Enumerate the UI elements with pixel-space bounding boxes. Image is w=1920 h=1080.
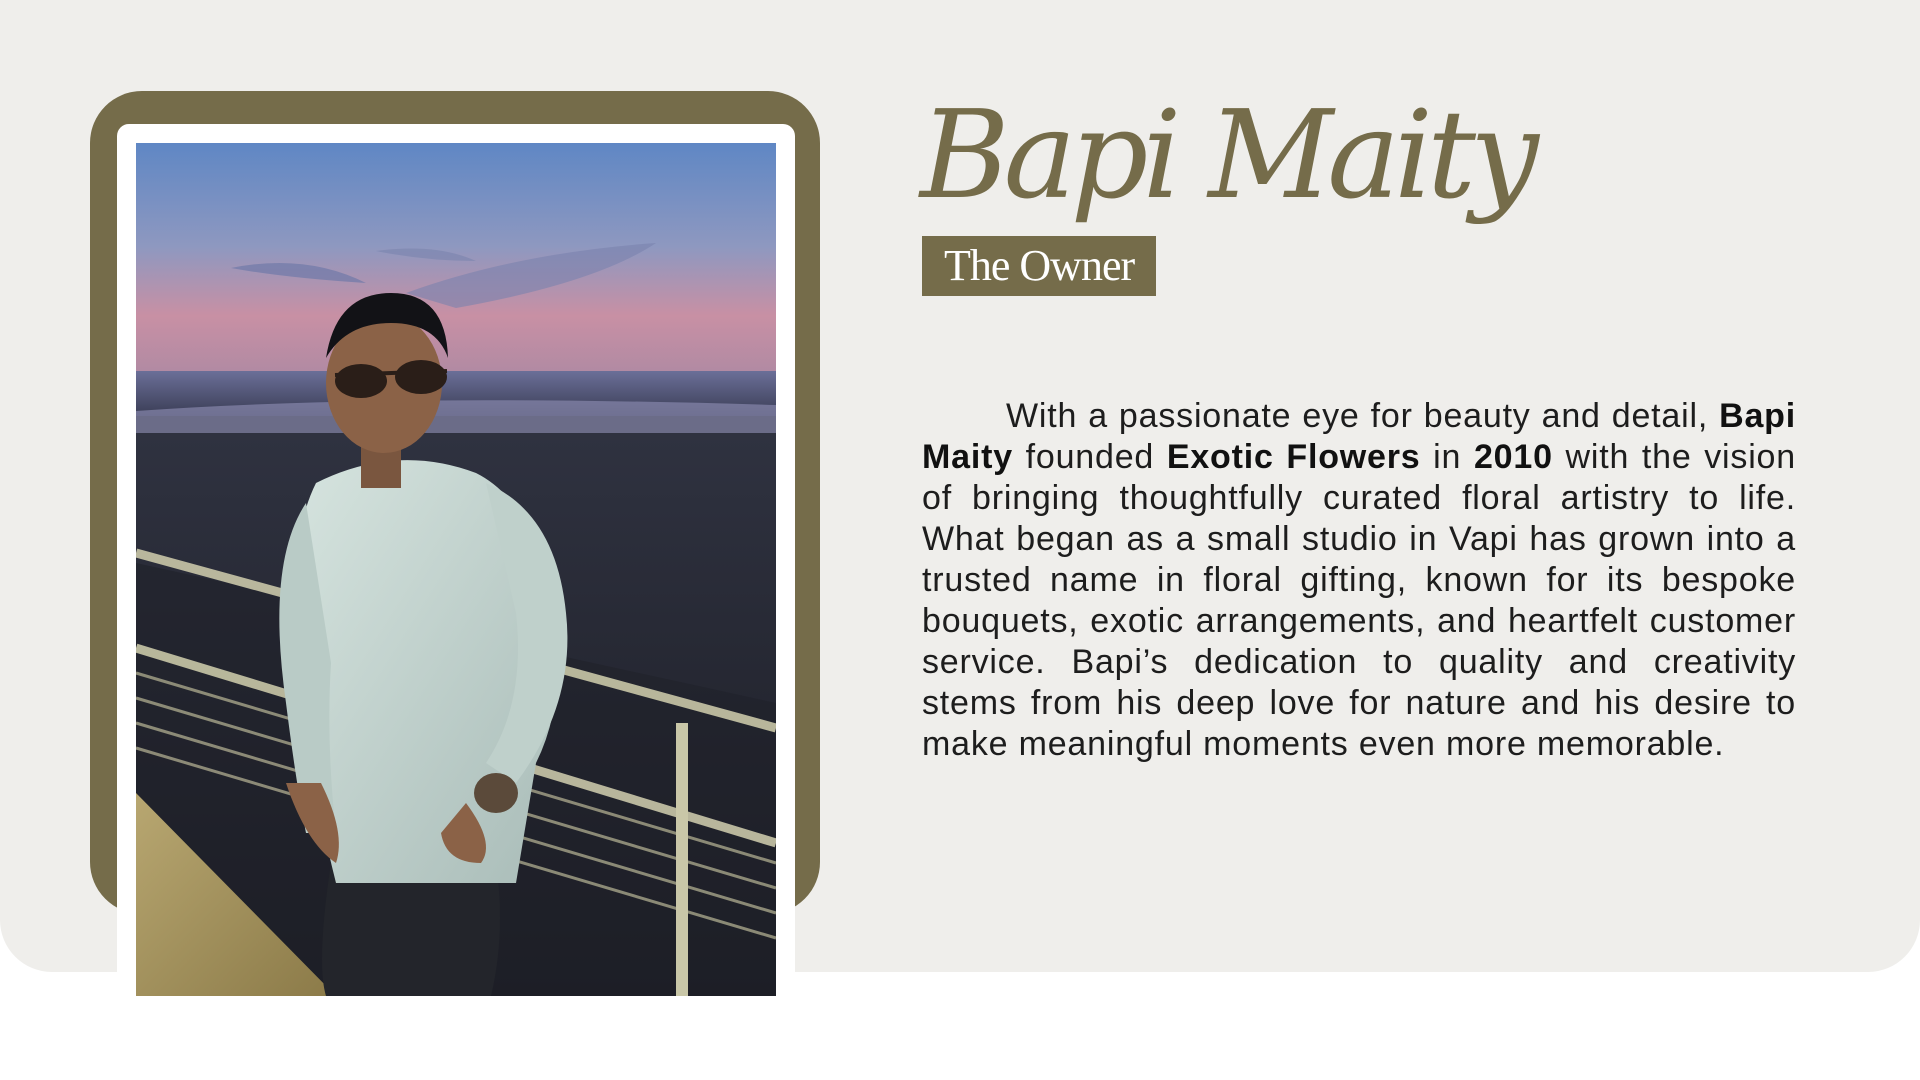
owner-role-badge: The Owner (922, 236, 1156, 296)
owner-photo (136, 143, 776, 996)
bio-name-bold: Bapi Maity (922, 397, 1796, 476)
owner-name-heading: Bapi Maity (920, 84, 1533, 226)
bio-text-part4: with the vision of bringing thoughtfully curated floral artistry to life. What began as a small studio in Vapi has grown into a trusted name in floral gifting, known for its bespoke bouquets, exotic arrangements, and heartfelt customer service. Bapi’s dedication to quality and creativity stems from his deep love for nature and his desire to make meaningful moments even more memorable. (922, 438, 1796, 763)
portrait-photo-illustration (136, 143, 776, 996)
bio-company-bold: Exotic Flowers (1166, 438, 1421, 476)
bio-text-part3: in (1420, 438, 1474, 476)
bio-text-part1: With a passionate eye for beauty and detail, (1006, 397, 1720, 435)
bio-year-bold: 2010 (1473, 438, 1553, 476)
bio-text-part2: founded (1012, 438, 1167, 476)
owner-bio-paragraph (922, 396, 1796, 765)
